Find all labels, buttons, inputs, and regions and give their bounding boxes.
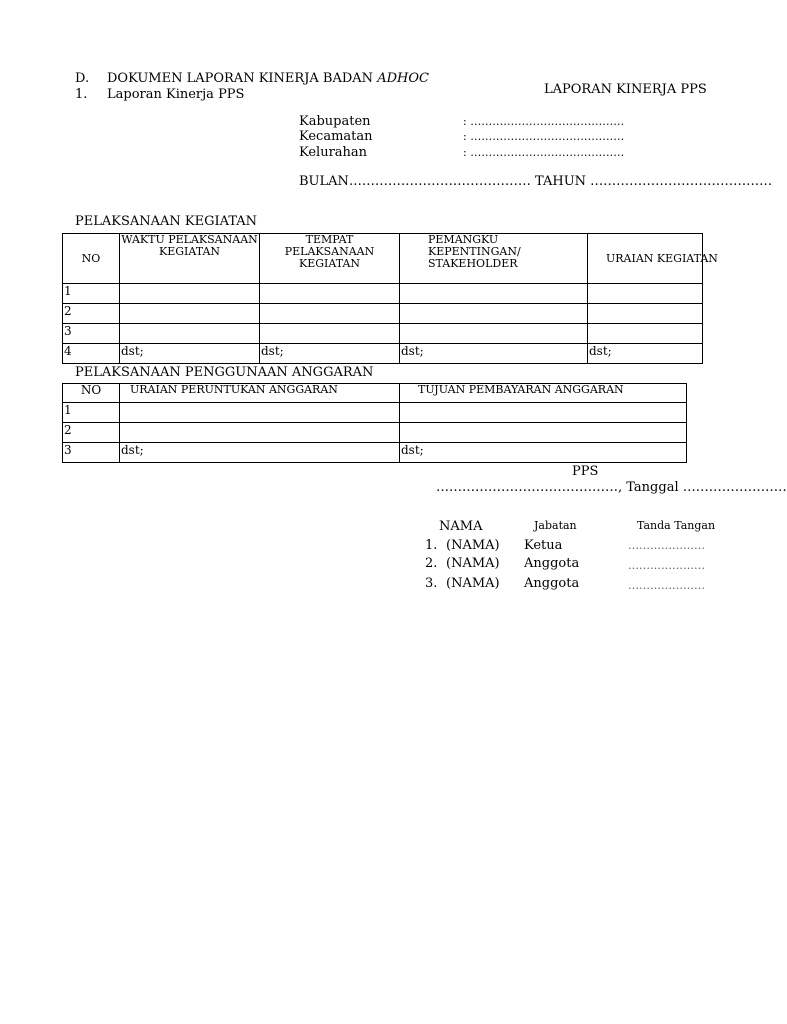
member-signature-line: ………………… xyxy=(628,559,705,572)
table-cell xyxy=(400,284,588,304)
signature-org: PPS xyxy=(572,464,599,479)
table-cell xyxy=(260,304,400,324)
column-header-uraian: URAIAN KEGIATAN xyxy=(588,234,703,284)
table-row xyxy=(63,423,687,443)
signature-header-nama: NAMA xyxy=(439,519,483,534)
field-label-kecamatan: Kecamatan xyxy=(299,129,373,144)
member-signature-line: ………………… xyxy=(628,579,705,592)
table-cell xyxy=(260,284,400,304)
table-row xyxy=(63,324,703,344)
column-header-tempat: TEMPAT PELAKSANAAN KEGIATAN xyxy=(260,234,400,284)
cell-no: 2 xyxy=(63,423,120,443)
field-label-kabupaten: Kabupaten xyxy=(299,114,371,129)
table-cell xyxy=(400,324,588,344)
signature-place-date: ……………………………………, Tanggal …………………… xyxy=(436,480,787,495)
member-role: Anggota xyxy=(524,576,580,591)
table-row xyxy=(63,344,703,364)
table-cell xyxy=(588,284,703,304)
table-cell xyxy=(400,403,687,423)
section-title-text: DOKUMEN LAPORAN KINERJA BADAN xyxy=(107,71,378,86)
column-header-uraian-anggaran: URAIAN PERUNTUKAN ANGGARAN xyxy=(120,384,400,403)
table-cell xyxy=(120,403,400,423)
table-cell: dst; xyxy=(260,344,400,364)
table-cell: dst; xyxy=(400,443,687,463)
budget-title: PELAKSANAAN PENGGUNAAN ANGGARAN xyxy=(75,365,374,380)
field-label-kelurahan: Kelurahan xyxy=(299,145,368,160)
budget-table xyxy=(62,383,687,463)
member-number: 1. xyxy=(425,538,438,553)
activities-table xyxy=(62,233,718,364)
item-title: Laporan Kinerja PPS xyxy=(107,87,245,102)
field-value-kabupaten: : …………………………………… xyxy=(463,115,625,128)
table-row xyxy=(63,284,703,304)
member-name: (NAMA) xyxy=(446,538,500,553)
field-value-kecamatan: : …………………………………… xyxy=(463,130,625,143)
table-cell xyxy=(120,423,400,443)
table-cell xyxy=(120,324,260,344)
column-header-tujuan-pembayaran: TUJUAN PEMBAYARAN ANGGARAN xyxy=(400,384,687,403)
cell-no: 3 xyxy=(63,324,120,344)
member-number: 3. xyxy=(425,576,438,591)
activities-title: PELAKSANAAN KEGIATAN xyxy=(75,214,258,229)
table-cell: dst; xyxy=(400,344,588,364)
section-title xyxy=(107,71,429,86)
table-cell xyxy=(260,324,400,344)
column-header-no: NO xyxy=(63,234,120,284)
member-role: Ketua xyxy=(524,538,563,553)
cell-no: 3 xyxy=(63,443,120,463)
member-role: Anggota xyxy=(524,556,580,571)
member-name: (NAMA) xyxy=(446,556,500,571)
table-cell: dst; xyxy=(588,344,703,364)
cell-no: 4 xyxy=(63,344,120,364)
signature-header-tanda-tangan: Tanda Tangan xyxy=(637,519,716,532)
table-cell xyxy=(120,304,260,324)
table-cell xyxy=(400,423,687,443)
column-header-stakeholder: PEMANGKU KEPENTINGAN/ STAKEHOLDER xyxy=(400,234,588,284)
section-title-italic: ADHOC xyxy=(377,71,429,86)
cell-no: 1 xyxy=(63,284,120,304)
table-cell xyxy=(588,324,703,344)
right-title: LAPORAN KINERJA PPS xyxy=(544,82,707,97)
table-row xyxy=(63,443,687,463)
signature-header-jabatan: Jabatan xyxy=(534,519,577,532)
member-signature-line: ………………… xyxy=(628,539,705,552)
table-cell xyxy=(120,284,260,304)
table-header-row xyxy=(63,234,703,284)
table-row xyxy=(63,304,703,324)
column-header-no: NO xyxy=(63,384,120,403)
member-number: 2. xyxy=(425,556,438,571)
member-name: (NAMA) xyxy=(446,576,500,591)
cell-no: 1 xyxy=(63,403,120,423)
table-row xyxy=(63,403,687,423)
table-cell: dst; xyxy=(120,443,400,463)
column-header-waktu: WAKTU PELAKSANAAN KEGIATAN xyxy=(120,234,260,284)
table-cell: dst; xyxy=(120,344,260,364)
table-header-row xyxy=(63,384,687,403)
table-cell xyxy=(400,304,588,324)
table-cell xyxy=(588,304,703,324)
cell-no: 2 xyxy=(63,304,120,324)
section-letter: D. xyxy=(75,71,90,86)
period-line: BULAN…………………………………… TAHUN …………………………………… xyxy=(299,174,773,189)
item-number: 1. xyxy=(75,87,88,102)
field-value-kelurahan: : …………………………………… xyxy=(463,146,625,159)
